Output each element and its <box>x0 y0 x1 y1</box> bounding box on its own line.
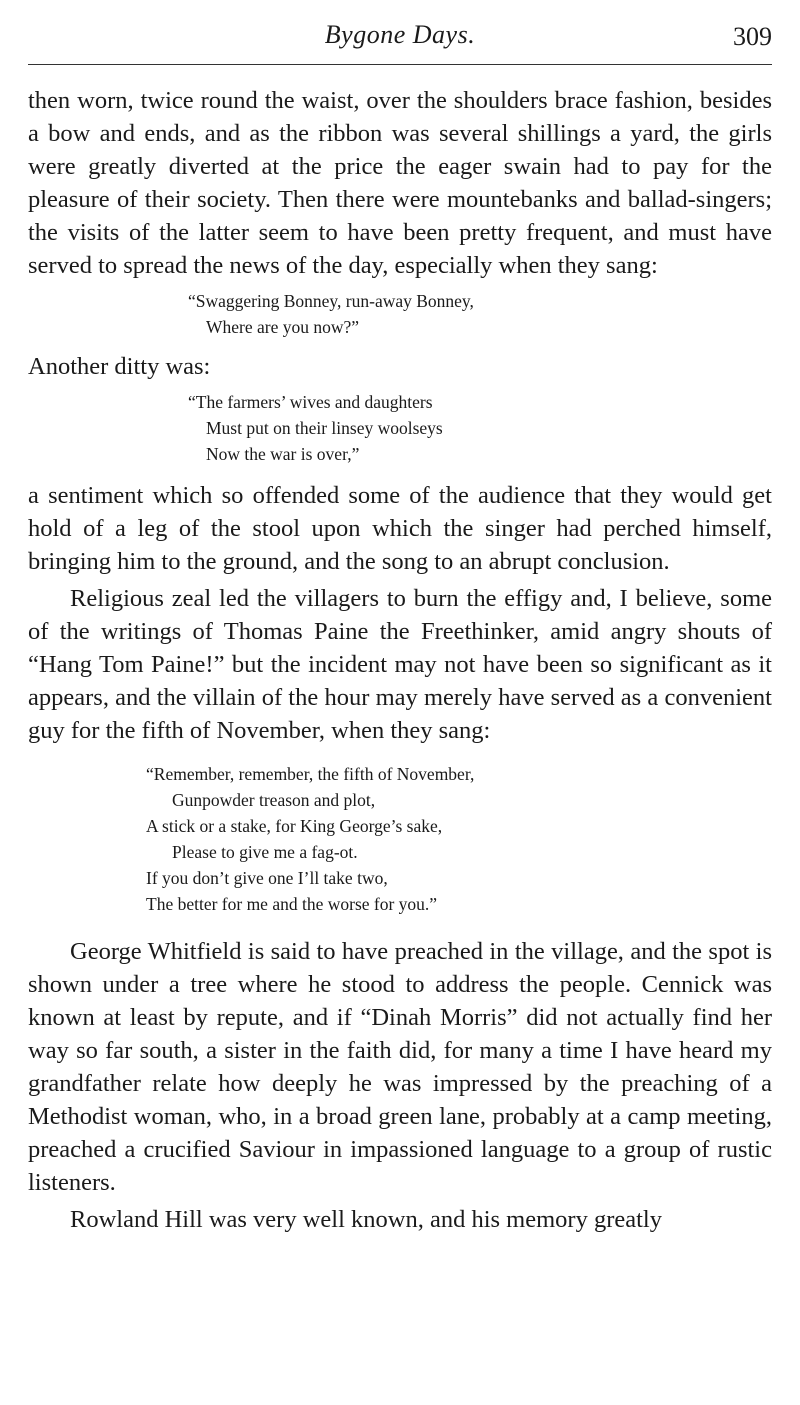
verse-line: Please to give me a fag-ot. <box>172 842 358 862</box>
paragraph-3: a sentiment which so offended some of the audience that they would get hold of a leg of the stool upon which the singer had perched himself, bringing him to the ground, and the song to an abrupt conclusion. <box>28 482 772 575</box>
verse-line: Where are you now?” <box>206 317 360 337</box>
body-text <box>28 84 772 1236</box>
verse-bonney <box>28 288 772 340</box>
verse-farmers-wives <box>28 389 772 467</box>
paragraph-5: George Whitfield is said to have preached in the village, and the spot is shown under a tree where he stood to address the people. Cennick was known at least by repute, and if “Dinah Morris” did not actually find her way so far south, a sister in the faith did, for many a time I have heard my grandfather relate how deeply he was impressed by the preaching of a Methodist woman, who, in a broad green lane, probably at a camp meeting, preached a crucified Saviour in impassioned language to a group of rustic listeners. <box>28 938 772 1196</box>
header-rule <box>28 64 772 65</box>
verse-line: The better for me and the worse for you.” <box>146 894 438 914</box>
verse-line: “Remember, remember, the fifth of November, <box>146 764 475 784</box>
verse-line: A stick or a stake, for King George’s sake, <box>146 816 443 836</box>
page-number: 309 <box>733 22 772 51</box>
paragraph-6: Rowland Hill was very well known, and his memory greatly <box>70 1206 662 1233</box>
paragraph-2: Another ditty was: <box>28 353 211 380</box>
verse-line: If you don’t give one I’ll take two, <box>146 868 388 888</box>
running-title: Bygone Days. <box>324 20 476 49</box>
verse-line: Gunpowder treason and plot, <box>172 790 376 810</box>
verse-line: “Swaggering Bonney, run-away Bonney, <box>188 291 474 311</box>
page-header <box>28 16 772 56</box>
verse-line: Must put on their linsey woolseys <box>206 418 443 438</box>
verse-fifth-of-november <box>28 761 772 917</box>
paragraph-1: then worn, twice round the waist, over the shoulders brace fashion, besides a bow and ends, and as the ribbon was several shillings a yard, the girls were greatly diverted at the price the eager swain had to pay for the pleasure of their society. Then there were mountebanks and ballad-singers; the visits of the latter seem to have been pretty frequent, and must have served to spread the news of the day, especially when they sang: <box>28 87 772 279</box>
paragraph-4: Religious zeal led the villagers to burn the effigy and, I believe, some of the writings of Thomas Paine the Freethinker, amid angry shouts of “Hang Tom Paine!” but the incident may not have been so significant as it appears, and the villain of the hour may merely have served as a convenient guy for the fifth of November, when they sang: <box>28 585 772 744</box>
verse-line: “The farmers’ wives and daughters <box>188 392 433 412</box>
verse-line: Now the war is over,” <box>206 444 360 464</box>
